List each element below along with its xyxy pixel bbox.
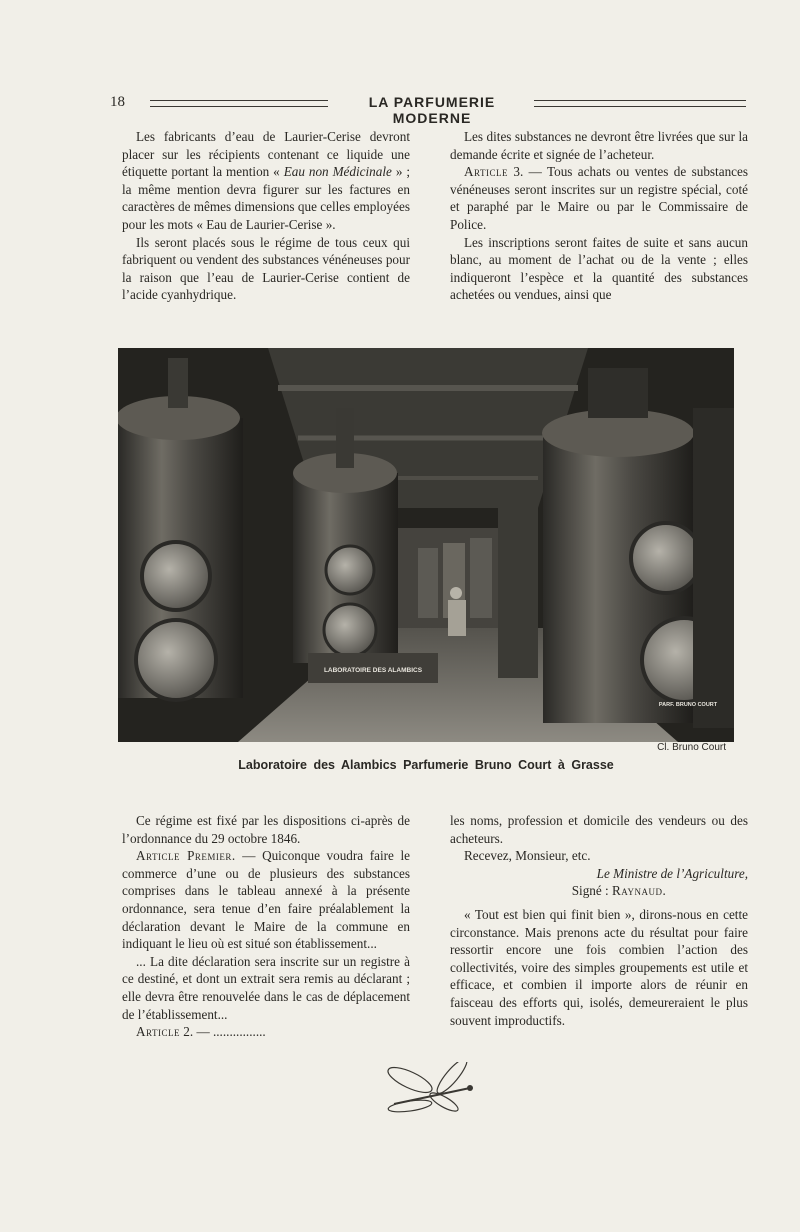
photo-credit: Cl. Bruno Court [657, 742, 726, 753]
text: » ; la même mention devra figurer sur les factures en caractères de mêmes dimensions que celles employées pour les mots « Eau de Laurier-Cerise ». [122, 164, 410, 232]
paragraph [450, 163, 748, 233]
italic-text: Le Ministre de l’Agriculture, [596, 865, 748, 881]
paragraph [122, 128, 410, 234]
paragraph: Ils seront placés sous le régime de tous ceux qui fabriquent ou vendent des substances vénéneuses pour la raison que l’eau de Laurier-Cerise contient de l’acide cyanhydrique. [122, 234, 410, 303]
text: Signé : [571, 883, 613, 899]
article-label: Article [464, 164, 508, 180]
text: — Quiconque voudra faire le commerce d’une ou de plusieurs des substances comprises dans le tableau annexé à la présente ordonnance, sera tenue d’en faire préalablement la déclaration devant le Maire de la commune en indiquant le lieu où est situé son établissement... [122, 848, 410, 952]
page-header [110, 94, 746, 126]
paragraph: Recevez, Monsieur, etc. [464, 848, 591, 864]
signatory-name: Raynaud. [612, 883, 667, 899]
photo-stamp-text: PARF. BRUNO COURT [658, 702, 718, 708]
paragraph: « Tout est bien qui finit bien », dirons-nous en cette circonstance. Mais prenons acte du résultat pour faire ressortir encore une fois combien l’action des collectivités, voire des simples groupements est utile et efficace, et combien il importe alors de réunir en faisceau des efforts qui, isolés, demeureraient le plus souvent improductifs. [450, 906, 748, 1028]
column-bottom-right [450, 812, 748, 1029]
dragonfly-icon [382, 1062, 476, 1123]
text: 3. — Tous achats ou ventes de substances vénéneuses seront inscrites sur un registre spécial, coté et paraphé par le Maire ou par le Commissaire de Police. [450, 164, 748, 232]
photograph [118, 348, 734, 742]
paragraph [122, 847, 410, 953]
header-rule-right [534, 100, 746, 107]
paragraph: les noms, profession et domicile des vendeurs ou des acheteurs. [450, 813, 748, 846]
paragraph: Ce régime est fixé par les dispositions ci-après de l’ordonnance du 29 octobre 1846. [122, 813, 410, 846]
column-top-right [450, 128, 748, 304]
paragraph [122, 1023, 410, 1041]
paragraph: Les inscriptions seront faites de suite et sans aucun blanc, au moment de l’achat ou de la vente ; elles indiqueront l’espèce et la quantité des substances achetées ou vendues, ainsi que [450, 234, 748, 303]
text: Les fabricants d’eau de Laurier-Cerise devront placer sur les récipients contenant ce liquide une étiquette portant la mention « [122, 129, 410, 180]
column-bottom-left [122, 812, 410, 1041]
paragraph: ... La dite déclaration sera inscrite sur un registre à ce destiné, et dont un extrait sera remis au déclarant ; elle devra être renouvelée dans le cas de déplacement de l’établissement... [122, 953, 410, 1022]
journal-title: LA PARFUMERIE MODERNE [368, 94, 496, 126]
article-label: Article [136, 1024, 180, 1040]
article-label: Article Premier. [136, 848, 236, 864]
column-top-left [122, 128, 410, 304]
photo-caption: Laboratoire des Alambics Parfumerie Bruno Court à Grasse [238, 758, 614, 772]
italic-text: Eau non Médicinale [283, 164, 392, 180]
photo-sign-text: LABORATOIRE DES ALAMBICS [323, 667, 423, 674]
signature-line [450, 882, 748, 900]
text: 2. — ................ [179, 1024, 266, 1040]
header-rule-left [150, 100, 328, 107]
paragraph: Les dites substances ne devront être livrées que sur la demande écrite et signée de l’acheteur. [450, 129, 748, 162]
signature-title [450, 865, 748, 883]
still-room-photo [118, 348, 734, 742]
page-number: 18 [110, 94, 125, 110]
